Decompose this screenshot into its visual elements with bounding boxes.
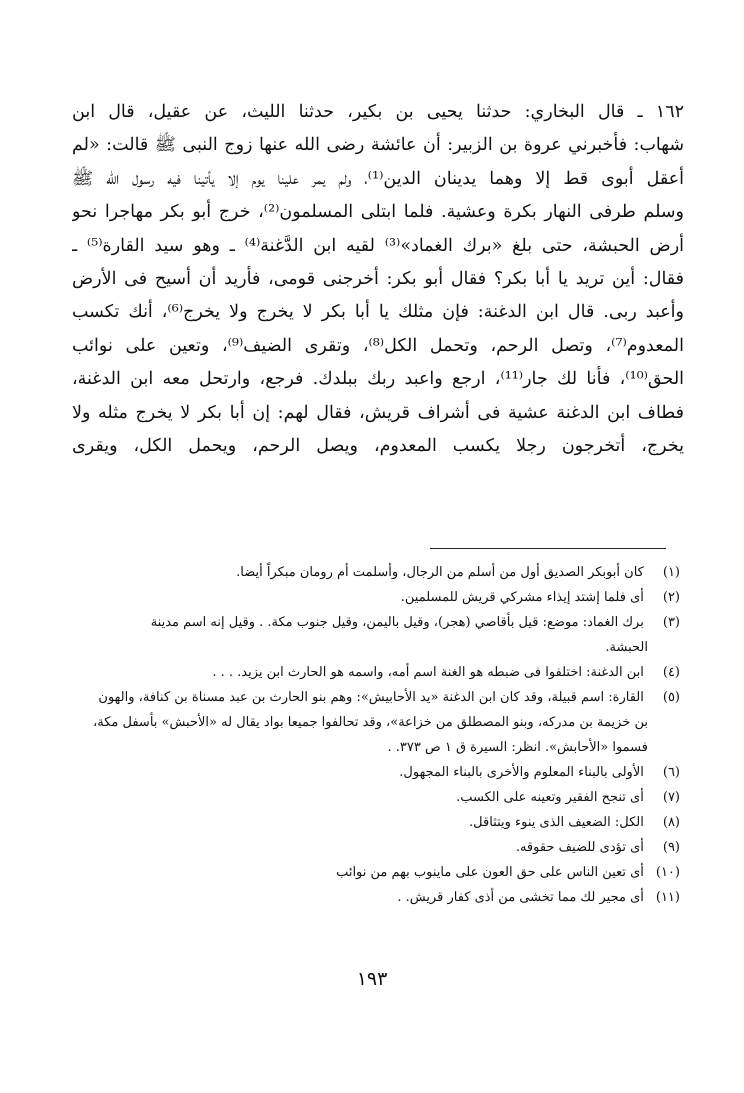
footnote-number: (٩) (662, 840, 680, 855)
footnote-item (72, 785, 680, 810)
footnote-text: الأولى بالبناء المعلوم والأخرى بالبناء المجهول. (399, 765, 644, 780)
footnote-text: ابن الدغنة: اختلفوا فى ضبطه هو الغنة اسم أمه، واسمه هو الحارث ابن يزيد. . . . (212, 665, 644, 680)
text-line: يخرج، أتخرجون رجلا يكسب المعدوم، ويصل الرحم، ويحمل الكل، ويقرى (72, 435, 684, 456)
footnote-continuation: فسموا «الأحابش». انظر: السيرة ق ١ ص ٣٧٣. . (387, 740, 648, 755)
footnote-number: (٨) (662, 815, 680, 830)
footnote-text: أى تؤدى للضيف حقوقه. (515, 840, 644, 855)
footnote-item (72, 810, 680, 835)
footnote-text: كان أبوبكر الصديق أول من أسلم من الرجال، وأسلمت أم رومان مبكراً أيضا. (236, 565, 644, 580)
footnote-text: الكل: الضعيف الذى ينوء ويتثاقل. (469, 815, 644, 830)
footnote-text: أى فلما إشتد إيذاء مشركي قريش للمسلمين. (400, 590, 644, 605)
footnote-text: أى مجير لك مما تخشى من أذى كفار قريش. . (397, 890, 644, 905)
footnote-number: (١٠) (655, 865, 680, 880)
footnote-number: (٧) (662, 790, 680, 805)
text-line: فقال: أين تريد يا أبا بكر؟ فقال أبو بكر: أخرجنى قومى، فأريد أن أسيح فى الأرض (72, 268, 684, 289)
footnote-item (72, 585, 680, 610)
text-line: فطاف ابن الدغنة عشية فى أشراف قريش، فقال لهم: إن أبا بكر لا يخرج مثله ولا (72, 402, 684, 423)
footnote-item (72, 885, 680, 910)
footnote-item (72, 560, 680, 585)
footnote-item (72, 860, 680, 885)
footnote-item (72, 835, 680, 860)
text-line: أعقل أبوى قط إلا وهما يدينان الدين⁽¹⁾، ولم يمر علينا يوم إلا يأتينا فيه رسول الله ﷺ (72, 168, 684, 189)
footnote-item (72, 760, 680, 785)
footnote-text: القارة: اسم قبيلة، وقد كان ابن الدغنة «يد الأحابيش»: وهم بنو الحارث بن عبد مسناة بن كنافة، والهون (98, 690, 644, 705)
footnote-item (72, 660, 680, 685)
footnote-item (72, 610, 680, 660)
footnote-text: برك الغماد: موضع: قيل بأقاصي (هجر)، وقيل باليمن، وقيل جنوب مكة. . وقيل إنه اسم مدينة (150, 615, 644, 630)
text-line: وسلم طرفى النهار بكرة وعشية. فلما ابتلى المسلمون⁽²⁾، خرج أبو بكر مهاجرا نحو (72, 202, 684, 223)
footnotes-section (72, 560, 680, 910)
hadith-text-block (72, 96, 684, 463)
footnote-number: (٥) (662, 690, 680, 705)
footnote-number: (٦) (662, 765, 680, 780)
footnote-continuation: الحبشة. (605, 640, 648, 655)
footnote-number: (١) (662, 565, 680, 580)
footnote-number: (١١) (655, 890, 680, 905)
footnote-number: (٢) (662, 590, 680, 605)
text-line: المعدوم⁽⁷⁾، وتصل الرحم، وتحمل الكل⁽⁸⁾، وتقرى الضيف⁽⁹⁾، وتعين على نوائب (72, 335, 684, 356)
footnote-item (72, 685, 680, 760)
text-line: ١٦٢ ـ قال البخاري: حدثنا يحيى بن بكير، حدثنا الليث، عن عقيل، قال ابن (72, 102, 684, 122)
text-line: الحق⁽¹⁰⁾، فأنا لك جار⁽¹¹⁾، ارجع واعبد ربك ببلدك. فرجع، وارتحل معه ابن الدغنة، (72, 369, 684, 390)
footnote-divider (430, 548, 666, 549)
footnote-text: أى تعين الناس على حق العون على ماينوب بهم من نوائب (336, 865, 644, 880)
footnote-text: أى تنجح الفقير وتعينه على الكسب. (456, 790, 644, 805)
text-line: أرض الحبشة، حتى بلغ «برك الغماد»⁽³⁾ لقيه ابن الدَّغنة⁽⁴⁾ ـ وهو سيد القارة⁽⁵⁾ ـ (72, 235, 684, 256)
text-line: شهاب: فأخبرني عروة بن الزبير: أن عائشة رضى الله عنها زوج النبى ﷺ قالت: «لم (72, 135, 684, 156)
text-line: وأعبد ربى. قال ابن الدغنة: فإن مثلك يا أبا بكر لا يخرج ولا يخرج⁽⁶⁾، أنك تكسب (72, 302, 684, 323)
footnote-number: (٤) (662, 665, 680, 680)
page-number: ١٩٣ (356, 968, 388, 990)
footnote-continuation: بن خزيمة بن مدركه، وبنو المصطلق من خزاعة»، وقد تحالفوا جميعا بواد يقال له «الأحبش» بأسفل مكة، (93, 715, 648, 730)
footnote-number: (٣) (662, 615, 680, 630)
